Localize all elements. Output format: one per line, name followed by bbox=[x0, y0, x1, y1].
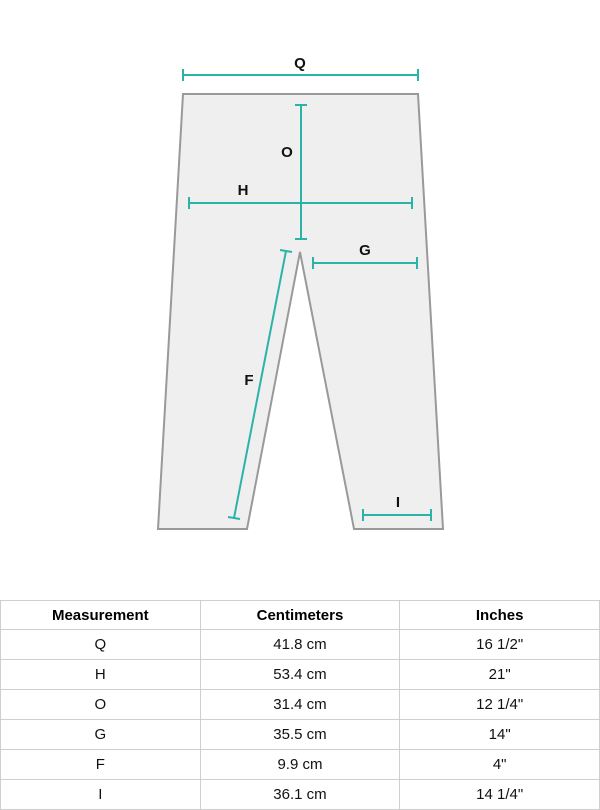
size-table-container bbox=[0, 600, 600, 810]
cell-inches: 21" bbox=[400, 660, 600, 690]
table-row bbox=[1, 660, 600, 690]
table-row bbox=[1, 780, 600, 810]
cell-inches: 14 1/4" bbox=[400, 780, 600, 810]
cell-centimeters: 31.4 cm bbox=[200, 690, 400, 720]
label-g: G bbox=[359, 242, 371, 259]
cell-measurement: G bbox=[1, 720, 201, 750]
cell-inches: 12 1/4" bbox=[400, 690, 600, 720]
cell-measurement: Q bbox=[1, 630, 201, 660]
header-inches: Inches bbox=[400, 601, 600, 630]
header-measurement: Measurement bbox=[1, 601, 201, 630]
label-h: H bbox=[237, 182, 249, 199]
table-header-row bbox=[1, 601, 600, 630]
cell-centimeters: 53.4 cm bbox=[200, 660, 400, 690]
size-table bbox=[0, 600, 600, 810]
table-row bbox=[1, 750, 600, 780]
cell-centimeters: 35.5 cm bbox=[200, 720, 400, 750]
cell-centimeters: 9.9 cm bbox=[200, 750, 400, 780]
cell-inches: 16 1/2" bbox=[400, 630, 600, 660]
table-row bbox=[1, 690, 600, 720]
cell-centimeters: 36.1 cm bbox=[200, 780, 400, 810]
label-o: O bbox=[281, 144, 293, 161]
label-i: I bbox=[395, 494, 401, 511]
label-q: Q bbox=[294, 55, 306, 72]
cell-inches: 14" bbox=[400, 720, 600, 750]
header-centimeters: Centimeters bbox=[200, 601, 400, 630]
table-row bbox=[1, 630, 600, 660]
cell-measurement: I bbox=[1, 780, 201, 810]
cell-inches: 4" bbox=[400, 750, 600, 780]
cell-measurement: O bbox=[1, 690, 201, 720]
table-row bbox=[1, 720, 600, 750]
label-f: F bbox=[244, 372, 254, 389]
cell-measurement: F bbox=[1, 750, 201, 780]
cell-measurement: H bbox=[1, 660, 201, 690]
cell-centimeters: 41.8 cm bbox=[200, 630, 400, 660]
